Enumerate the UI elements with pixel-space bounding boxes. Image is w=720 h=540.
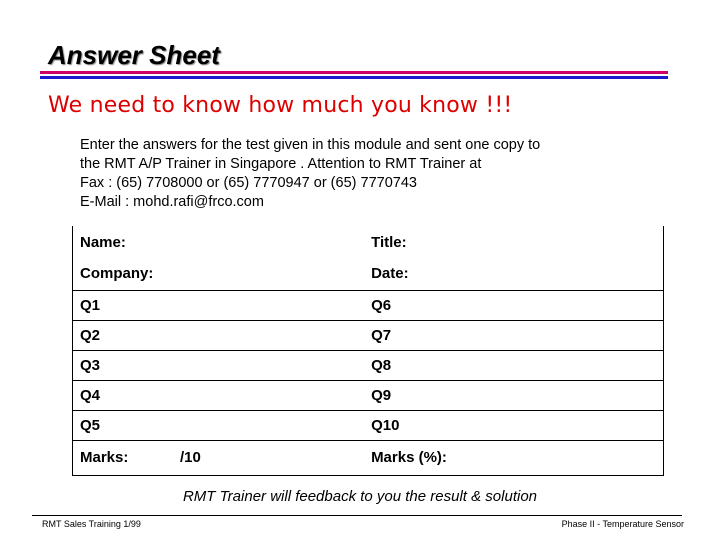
answer-q1[interactable]: Q1 [73,290,363,320]
answer-q7[interactable]: Q7 [362,320,663,350]
answer-form-table [72,226,664,476]
title-field[interactable]: Title: [362,226,663,258]
name-field[interactable]: Name: [73,226,363,258]
instructions [80,136,540,212]
feedback-note: RMT Trainer will feedback to you the result & solution [182,488,538,505]
subtitle: We need to know how much you know !!! [48,93,513,118]
footer-divider [32,515,682,516]
answer-q5[interactable]: Q5 [73,410,363,440]
instructions-line-2: the RMT A/P Trainer in Singapore . Attention to RMT Trainer at [80,156,482,172]
instructions-line-1: Enter the answers for the test given in this module and sent one copy to [80,137,541,153]
answer-q8[interactable]: Q8 [362,350,663,380]
marks-percent-field[interactable]: Marks (%): [362,440,663,475]
marks-field[interactable] [73,440,363,475]
answer-q6[interactable]: Q6 [362,290,663,320]
company-field[interactable]: Company: [73,258,363,290]
title-rule-blue [40,76,668,79]
instructions-line-4: E-Mail : mohd.rafi@frco.com [80,194,264,210]
answer-q4[interactable]: Q4 [73,380,363,410]
date-field[interactable]: Date: [362,258,663,290]
title-rule-magenta [40,71,668,74]
answer-q3[interactable]: Q3 [73,350,363,380]
answer-q2[interactable]: Q2 [73,320,363,350]
marks-label: Marks: [80,449,129,466]
footer-left-text: RMT Sales Training 1/99 [42,519,141,529]
footer-right-text: Phase II - Temperature Sensor [561,519,684,529]
instructions-line-3: Fax : (65) 7708000 or (65) 7770947 or (65) 7770743 [80,175,417,191]
answer-q10[interactable]: Q10 [362,410,663,440]
page-title: Answer Sheet [48,40,220,70]
marks-total: /10 [180,449,201,466]
answer-q9[interactable]: Q9 [362,380,663,410]
